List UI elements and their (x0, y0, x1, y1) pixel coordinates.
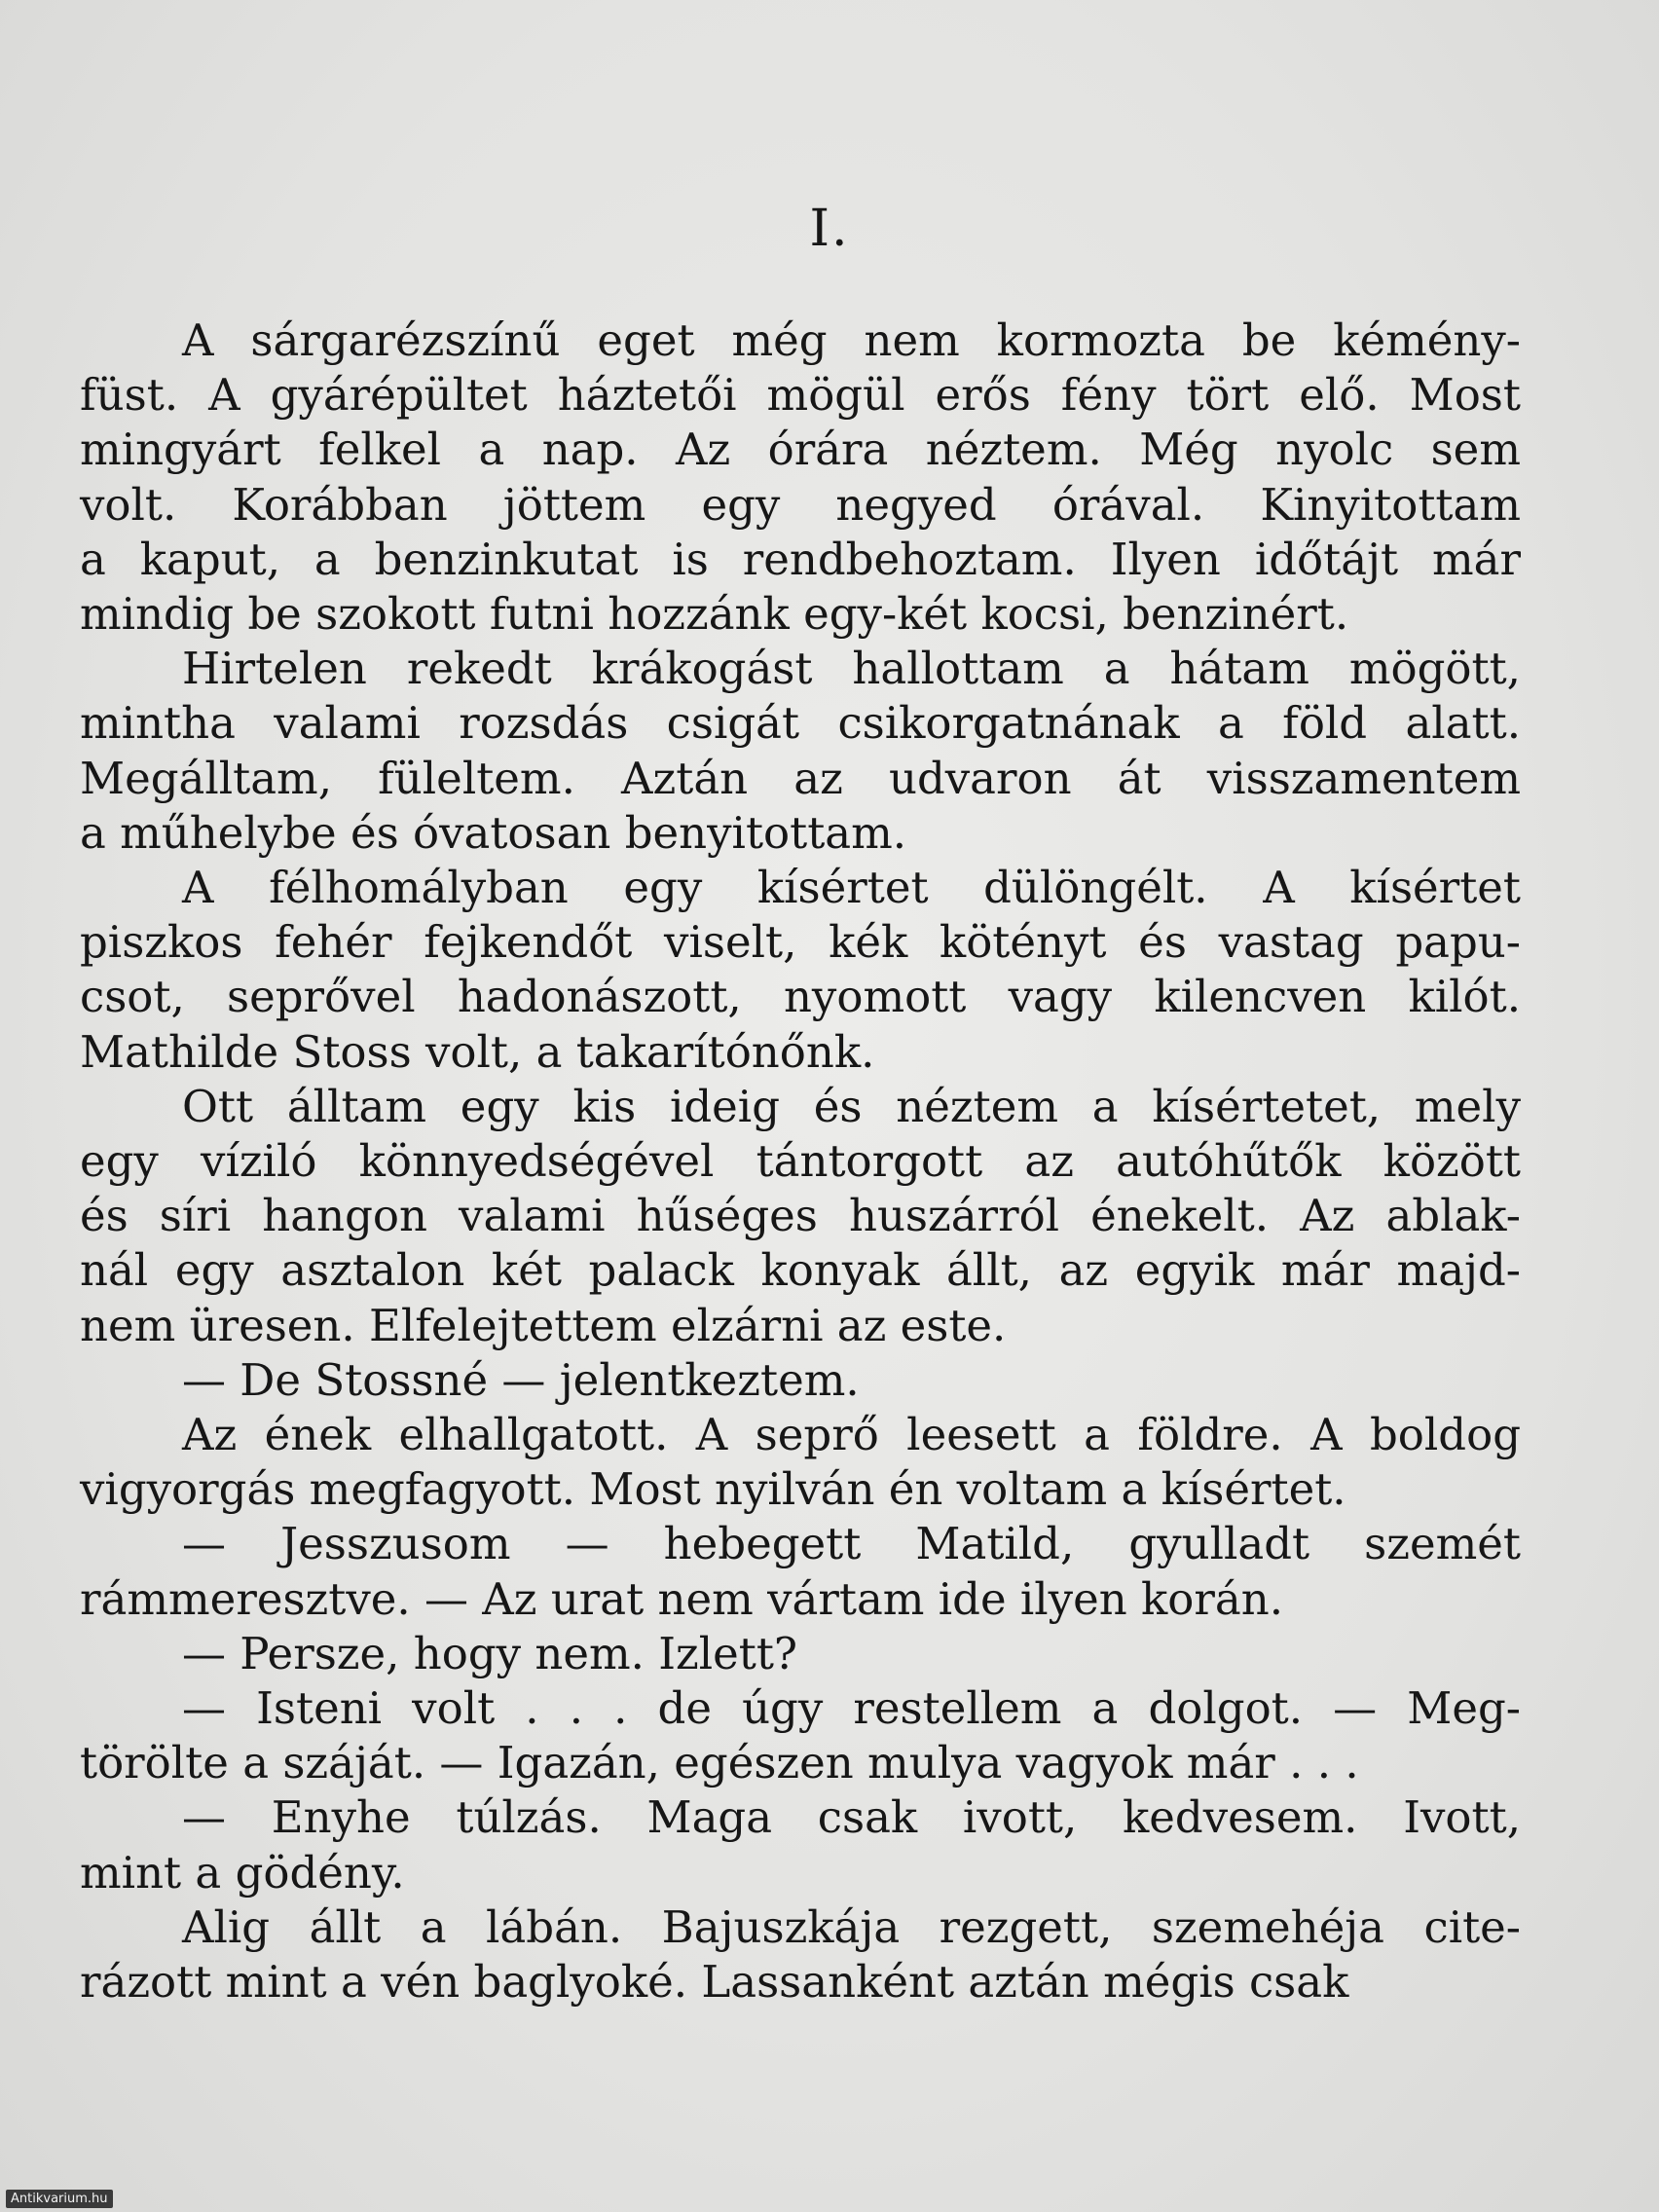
paragraph (80, 1080, 1521, 1353)
text-line: — Isteni volt . . . de úgy restellem a dolgot. — Meg- (182, 1682, 1521, 1735)
text-line: nem üresen. Elfelejtettem elzárni az este. (80, 1299, 1007, 1351)
text-line: törölte a száját. — Igazán, egészen mulya vagyok már . . . (80, 1737, 1359, 1789)
text-line: mindig be szokott futni hozzánk egy-két kocsi, benzinért. (80, 588, 1349, 641)
text-line: Az ének elhallgatott. A seprő leesett a földre. A boldog (182, 1409, 1521, 1461)
body-text (80, 313, 1521, 2009)
text-line: nál egy asztalon két palack konyak állt, az egyik már majd- (80, 1244, 1521, 1297)
paragraph (80, 1790, 1521, 1899)
text-line: csot, seprővel hadonászott, nyomott vagy kilencven kilót. (80, 971, 1521, 1023)
paragraph (80, 313, 1521, 642)
text-line: füst. A gyárépültet háztetői mögül erős fény tört elő. Most (80, 369, 1521, 422)
text-line: — Jesszusom — hebegett Matild, gyulladt szemét (182, 1518, 1521, 1570)
paragraph (80, 1627, 1521, 1681)
text-line: — De Stossné — jelentkeztem. (182, 1353, 860, 1406)
paragraph (80, 1353, 1521, 1408)
text-line: és síri hangon valami hűséges huszárról énekelt. Az ablak- (80, 1190, 1521, 1242)
text-line: A félhomályban egy kísértet dülöngélt. A kísértet (182, 862, 1521, 914)
paragraph (80, 1681, 1521, 1790)
text-line: Ott álltam egy kis ideig és néztem a kísértetet, mely (182, 1080, 1521, 1132)
text-line: egy víziló könnyedségével tántorgott az autóhűtők között (80, 1135, 1521, 1188)
chapter-number: I. (809, 200, 850, 258)
text-line: mint a gödény. (80, 1846, 405, 1899)
text-line: Mathilde Stoss volt, a takarítónőnk. (80, 1025, 875, 1078)
text-line: — Persze, hogy nem. Izlett? (182, 1627, 798, 1679)
paragraph (80, 1517, 1521, 1626)
text-line: mintha valami rozsdás csigát csikorgatnának a föld alatt. (80, 697, 1521, 750)
text-line: piszkos fehér fejkendőt viselt, kék kötényt és vastag papu- (80, 916, 1521, 969)
text-line: a műhelybe és óvatosan benyitottam. (80, 806, 907, 859)
text-line: rámmeresztve. — Az urat nem vártam ide ilyen korán. (80, 1572, 1284, 1625)
paragraph (80, 642, 1521, 861)
paragraph (80, 1408, 1521, 1517)
text-line: a kaput, a benzinkutat is rendbehoztam. Ilyen időtájt már (80, 533, 1521, 585)
text-line: — Enyhe túlzás. Maga csak ivott, kedvesem. Ivott, (182, 1791, 1521, 1844)
text-line: rázott mint a vén baglyoké. Lassanként aztán mégis csak (80, 1956, 1349, 2009)
text-line: volt. Korábban jöttem egy negyed órával. Kinyitottam (80, 478, 1521, 531)
text-line: Megálltam, füleltem. Aztán az udvaron át visszamentem (80, 752, 1521, 804)
text-line: mingyárt felkel a nap. Az órára néztem. Még nyolc sem (80, 424, 1521, 476)
text-line: A sárgarézszínű eget még nem kormozta be kémény- (182, 314, 1521, 366)
text-line: vigyorgás megfagyott. Most nyilván én voltam a kísértet. (80, 1463, 1346, 1516)
paragraph (80, 1900, 1521, 2009)
text-line: Alig állt a lábán. Bajuszkája rezgett, szemehéja cite- (182, 1900, 1521, 1953)
watermark-label: Antikvarium.hu (6, 2190, 113, 2208)
text-line: Hirtelen rekedt krákogást hallottam a hátam mögött, (182, 643, 1521, 695)
paragraph (80, 861, 1521, 1080)
